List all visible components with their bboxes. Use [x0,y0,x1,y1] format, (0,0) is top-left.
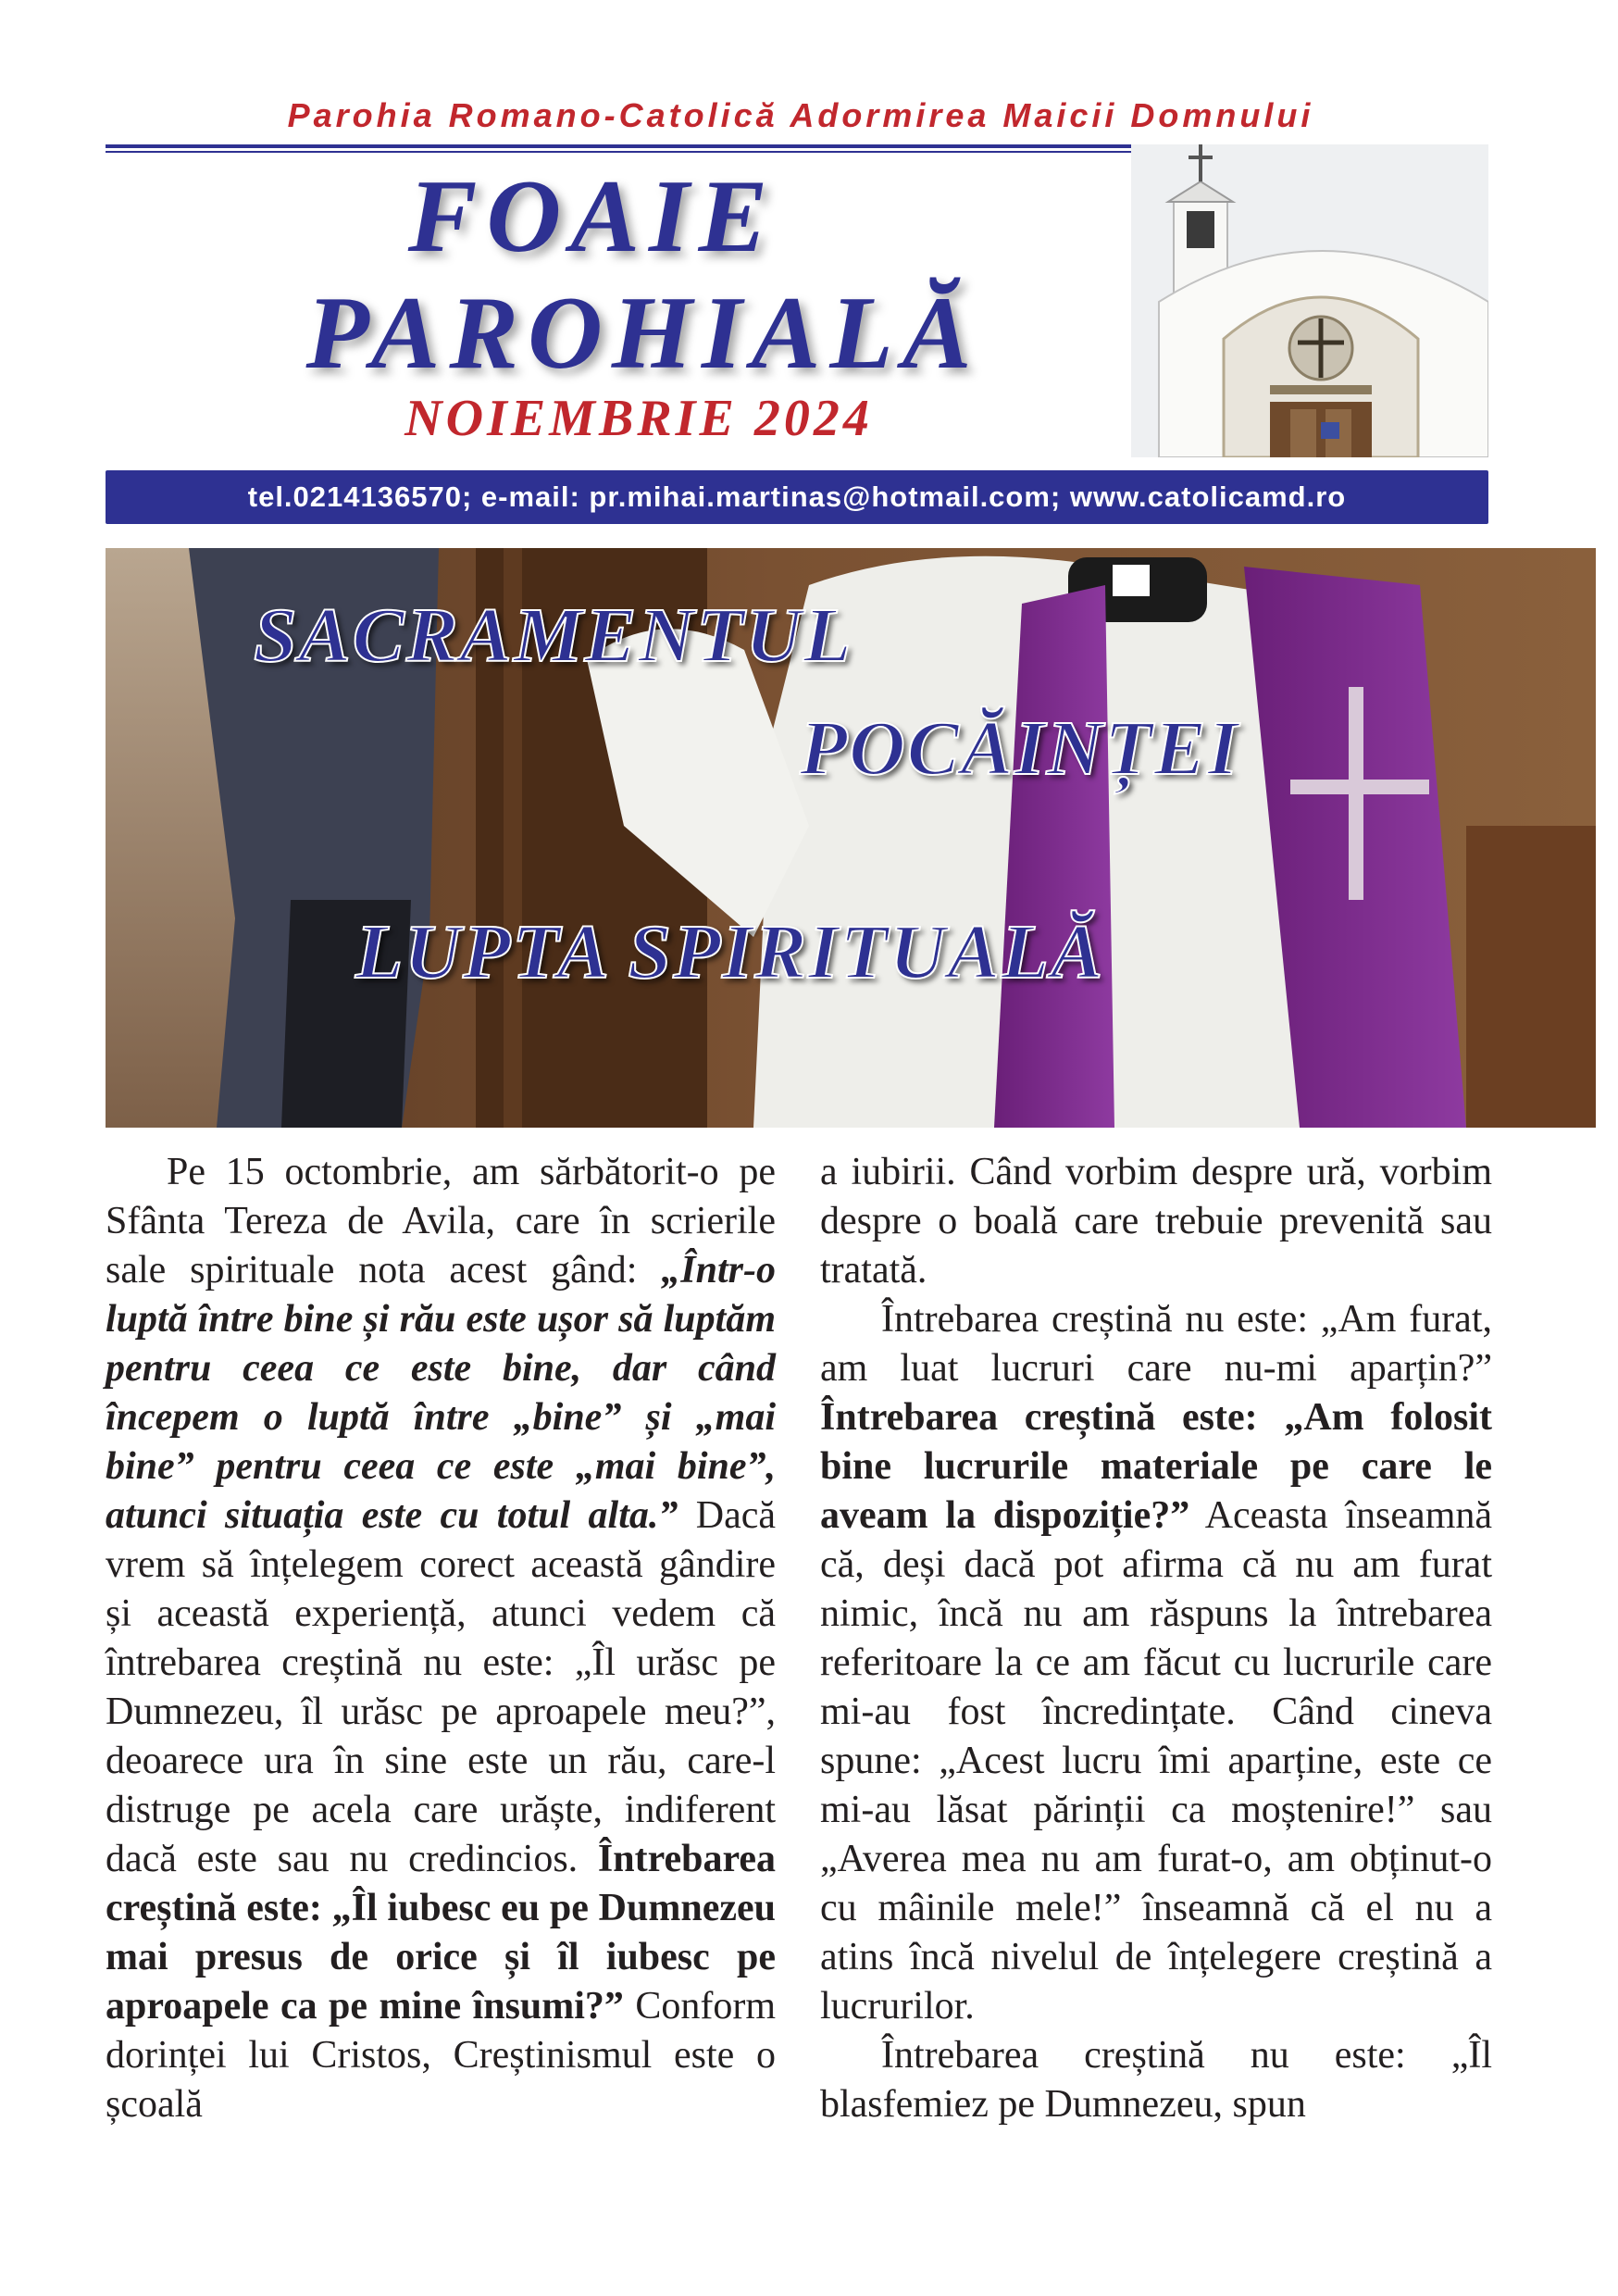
article-paragraph-1: Pe 15 octombrie, am sărbătorit-o pe Sfânta Tereza de Avila, care în scrierile sale spirituale nota acest gând: „Într-o luptă între bine și rău este ușor să luptăm pentru ceea ce este bine, dar când începem o luptă între „bine” și „mai bine” pentru ceea ce este „mai bine”, atunci situația este cu totul alta.” Dacă vrem să înțelegem corect această gândire și această experiență, atunci vedem că întrebarea creștină nu este: „Îl urăsc pe Dumnezeu, îl urăsc pe aproapele meu?”, deoarece ura în sine este un rău, care-l distruge pe acela care urăște, indiferent dacă este sau nu credincios. Întrebarea creștină este: „Îl iubesc eu pe Dumnezeu mai presus de orice și îl iubesc pe aproapele ca pe mine însumi?” Conform dorinței lui Cristos, Creștinismul este o școală [106,1151,776,2126]
title-foaie: FOAIE [407,159,778,274]
church-photo [1131,144,1488,457]
article-column-right [820,1148,1492,2129]
issue-month: NOIEMBRIE 2024 [404,390,873,447]
teresa-quote: „Într-o luptă între bine și rău este ușor să luptăm pentru ceea ce este bine, dar când începem o luptă între „bine” și „mai bine” pentru ceea ce este „mai bine”, atunci situația este cu totul alta.” [106,1249,776,1537]
article-paragraph-2: Întrebarea creștină nu este: „Am furat, am luat lucruri care nu-mi aparțin?” Întrebarea creștină este: „Am folosit bine lucrurile materiale pe care le aveam la dispoziție?” Aceasta înseamnă că, deși dacă pot afirma că nu am furat nimic, încă nu am răspuns la întrebarea referitoare la ce am făcut cu lucrurile care mi-au fost încredințate. Când cineva spune: „Acest lucru îmi aparține, este ce mi-au lăsat părinții ca moștenire!” sau „Averea mea nu am furat-o, am obținut-o cu mâinile mele!” înseamnă că el nu a atins încă nivelul de înțelegere creștină a lucrurilor. [820,1298,1492,2028]
christian-question-love: Întrebarea creștină este: „Îl iubesc eu pe Dumnezeu mai presus de orice și îl iubesc pe aproapele ca pe mine însumi?” [106,1838,776,2028]
hero-title-line1: SACRAMENTUL [254,593,853,679]
article-column-left [106,1148,776,2129]
title-parohiala: PAROHIALĂ [305,276,981,391]
article-paragraph-1-continued: a iubirii. Când vorbim despre ură, vorbim despre o boală care trebuie prevenită sau tratată. [820,1151,1492,1292]
parish-name: Parohia Romano-Catolică Adormirea Maicii Domnului [287,96,1314,134]
hero-title-line3: LUPTA SPIRITUALĂ [355,909,1105,995]
hero-banner [106,548,1596,1128]
contact-bar: tel.0214136570; e-mail: pr.mihai.martinas@hotmail.com; www.catolicamd.ro [106,470,1488,524]
hero-title-line2: POCĂINȚEI [800,705,1240,792]
christian-question-goods: Întrebarea creștină este: „Am folosit bine lucrurile materiale pe care le aveam la dispoziție?” [820,1396,1492,1537]
article-paragraph-3: Întrebarea creștină nu este: „Îl blasfemiez pe Dumnezeu, spun [820,2034,1492,2126]
